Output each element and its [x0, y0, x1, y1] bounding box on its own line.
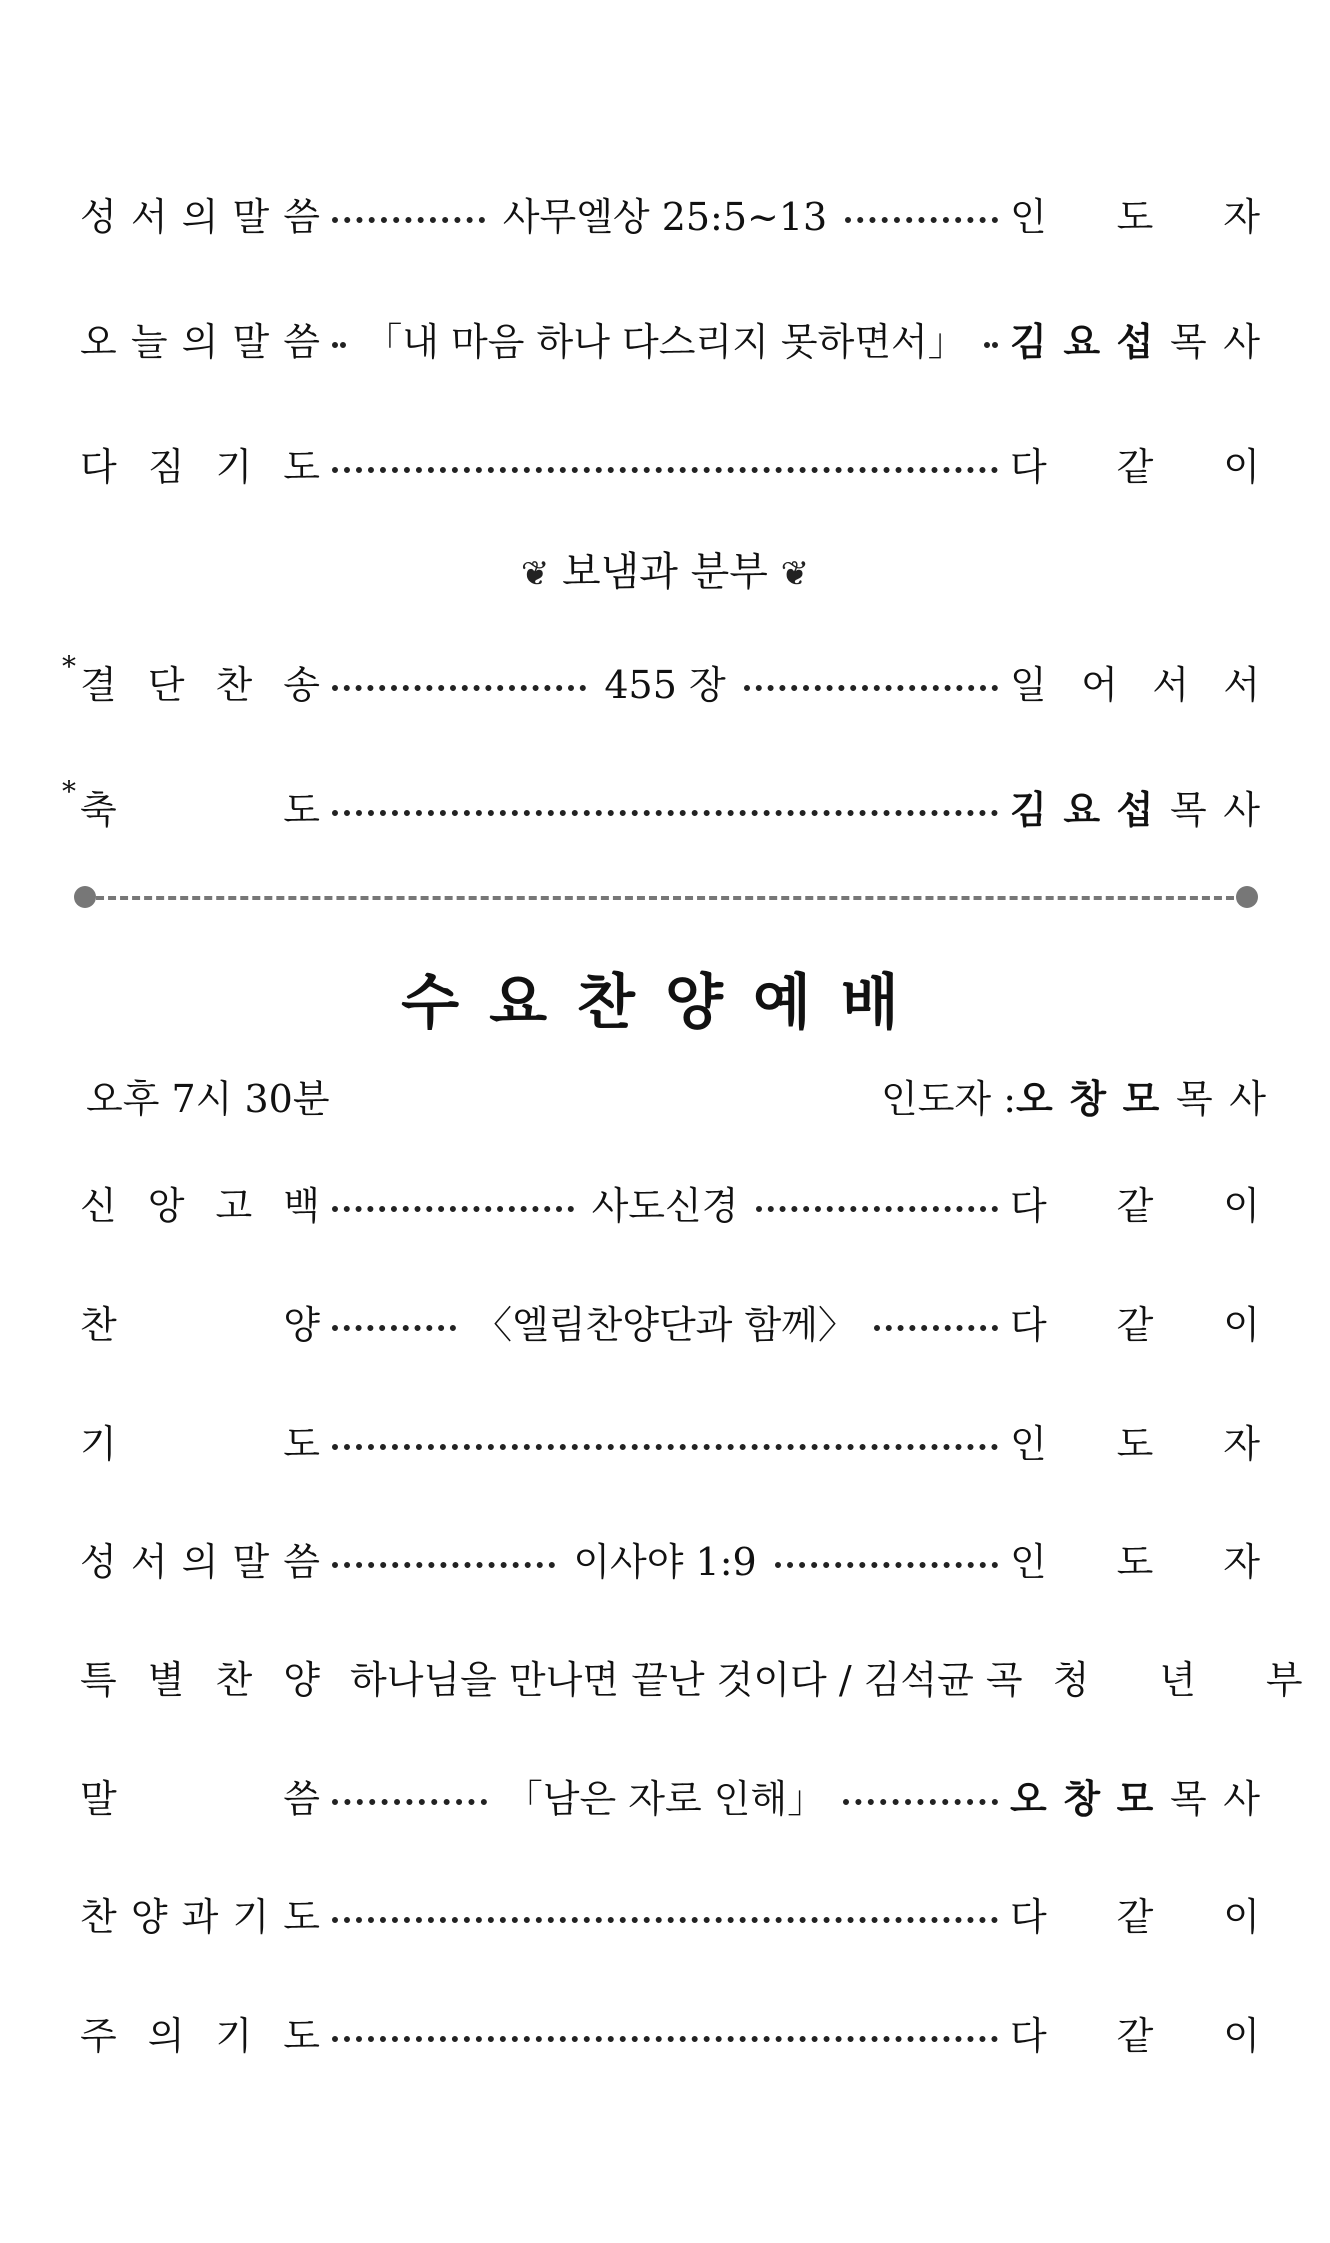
- char: 이: [1223, 444, 1260, 489]
- service-leader: [881, 1068, 1266, 1123]
- item-responsible: [1010, 1768, 1260, 1823]
- char: 찬: [215, 662, 253, 707]
- dot-leader: [332, 342, 346, 348]
- dot-leader: [332, 2036, 998, 2042]
- item-label: [80, 779, 320, 834]
- char: 의: [181, 319, 219, 364]
- char: 이: [1223, 2013, 1260, 2058]
- dot-leader: [332, 1444, 998, 1450]
- dot-leader: [332, 1562, 555, 1568]
- char: 모: [1122, 1076, 1160, 1121]
- char: 같: [1116, 1302, 1154, 1347]
- char: 서: [130, 1539, 168, 1584]
- char: 늘: [130, 319, 168, 364]
- char: 찬: [80, 1894, 117, 1939]
- dot-leader: [332, 1917, 998, 1923]
- char: 요: [1063, 319, 1101, 364]
- dot-leader: [332, 1799, 487, 1805]
- char: 오: [1010, 1776, 1047, 1821]
- char: 서: [1152, 662, 1189, 707]
- order-item: [80, 1997, 1260, 2067]
- char: 신: [80, 1183, 117, 1228]
- char: 인: [1010, 1421, 1047, 1466]
- char: 목: [1169, 1776, 1207, 1821]
- char: 다: [1010, 1302, 1047, 1347]
- item-label: [80, 1294, 320, 1349]
- char: 섭: [1116, 787, 1154, 832]
- char: 주: [80, 2013, 117, 2058]
- char: 말: [232, 319, 270, 364]
- char: 어: [1081, 662, 1118, 707]
- section-heading-text: 보냄과 분부: [562, 549, 768, 595]
- char: 도: [283, 2013, 320, 2058]
- char: 오: [1016, 1076, 1053, 1121]
- char: 다: [1010, 1894, 1047, 1939]
- char: 요: [1063, 787, 1101, 832]
- service-info-row: [86, 1060, 1266, 1130]
- char: 같: [1116, 1183, 1154, 1228]
- char: 기: [80, 1421, 117, 1466]
- char: 씀: [283, 194, 320, 239]
- char: 의: [181, 194, 219, 239]
- char: 목: [1169, 787, 1207, 832]
- item-content: 사도신경: [591, 1183, 739, 1228]
- char: 찬: [215, 1657, 253, 1702]
- order-item: [80, 1405, 1260, 1475]
- ornament-left-icon: ❦: [520, 554, 550, 594]
- dot-leader: [984, 342, 998, 348]
- char: 양: [283, 1302, 320, 1347]
- char: 기: [232, 1894, 270, 1939]
- char: 부: [1265, 1657, 1303, 1702]
- char: 사: [1223, 319, 1260, 364]
- item-responsible: [1010, 1413, 1260, 1468]
- item-label: [80, 1531, 320, 1586]
- item-label: [80, 1413, 320, 1468]
- order-item: [80, 1167, 1260, 1237]
- order-item: [80, 1878, 1260, 1948]
- item-content: 「남은 자로 인해」: [504, 1776, 826, 1821]
- dot-leader: [756, 1206, 998, 1212]
- char: 양: [130, 1894, 168, 1939]
- char: 목: [1169, 319, 1207, 364]
- item-responsible: [1010, 1886, 1260, 1941]
- item-content: 하나님을 만나면 끝난 것이다 / 김석균 곡: [350, 1657, 1023, 1702]
- char: 특: [80, 1657, 117, 1702]
- item-label: [80, 436, 320, 491]
- dot-leader: [843, 1799, 998, 1805]
- item-responsible: [1010, 436, 1260, 491]
- char: 목: [1175, 1076, 1213, 1121]
- char: 같: [1116, 444, 1154, 489]
- service-time: 오후 7시 30분: [86, 1076, 330, 1121]
- dot-leader: [775, 1562, 998, 1568]
- char: 백: [283, 1183, 320, 1228]
- char: 앙: [147, 1183, 185, 1228]
- char: 일: [1010, 662, 1047, 707]
- section-heading: [0, 540, 1330, 597]
- item-label: [80, 654, 320, 709]
- dot-leader: [874, 1325, 998, 1331]
- char: 결: [80, 662, 117, 707]
- leader-name: [1016, 1068, 1266, 1123]
- dot-leader: [332, 467, 998, 473]
- char: 도: [1116, 1421, 1154, 1466]
- char: 송: [283, 662, 320, 707]
- char: 자: [1223, 1421, 1260, 1466]
- item-responsible: [1010, 654, 1260, 709]
- char: 섭: [1116, 319, 1154, 364]
- item-label: [80, 1768, 320, 1823]
- item-content: 사무엘상 25:5~13: [502, 194, 828, 239]
- char: 다: [1010, 444, 1047, 489]
- required-stand-mark: *: [62, 775, 76, 808]
- char: 씀: [283, 1776, 320, 1821]
- required-stand-mark: *: [62, 650, 76, 683]
- char: 서: [130, 194, 168, 239]
- char: 말: [80, 1776, 117, 1821]
- item-responsible: [1053, 1649, 1303, 1704]
- char: 축: [80, 787, 117, 832]
- char: 씀: [283, 319, 320, 364]
- char: 같: [1116, 2013, 1154, 2058]
- item-label: [80, 1886, 320, 1941]
- item-content: 〈엘림찬양단과 함께〉: [474, 1302, 856, 1347]
- char: 단: [147, 662, 185, 707]
- char: 짐: [147, 444, 185, 489]
- item-responsible: [1010, 186, 1260, 241]
- order-item: [62, 646, 1261, 716]
- order-item: [62, 771, 1260, 841]
- item-label: [80, 1649, 320, 1704]
- order-item: [80, 178, 1260, 248]
- char: 양: [283, 1657, 320, 1702]
- char: 이: [1223, 1894, 1260, 1939]
- item-responsible: [1010, 1175, 1260, 1230]
- char: 의: [147, 2013, 185, 2058]
- order-item: [80, 1641, 1303, 1711]
- item-content: 이사야 1:9: [573, 1539, 757, 1584]
- char: 창: [1063, 1776, 1101, 1821]
- char: 도: [1116, 1539, 1154, 1584]
- char: 의: [181, 1539, 219, 1584]
- char: 인: [1010, 1539, 1047, 1584]
- char: 김: [1010, 787, 1047, 832]
- order-item: [80, 1523, 1260, 1593]
- char: 청: [1052, 1657, 1090, 1702]
- item-responsible: [1010, 311, 1260, 366]
- char: 도: [283, 444, 320, 489]
- char: 서: [1223, 662, 1261, 707]
- char: 성: [80, 194, 117, 239]
- char: 자: [1223, 1539, 1260, 1584]
- order-item: [80, 1760, 1260, 1830]
- char: 기: [215, 2013, 253, 2058]
- order-item: [80, 1286, 1260, 1356]
- order-item: [80, 303, 1260, 373]
- char: 도: [1116, 194, 1154, 239]
- char: 사: [1223, 1776, 1260, 1821]
- char: 다: [80, 444, 117, 489]
- char: 다: [1010, 1183, 1047, 1228]
- item-label: [80, 311, 320, 366]
- char: 과: [181, 1894, 219, 1939]
- char: 다: [1010, 2013, 1047, 2058]
- item-content: 455 장: [604, 662, 726, 707]
- item-content: 「내 마음 하나 다스리지 못하면서」: [364, 319, 966, 364]
- ornament-right-icon: ❦: [780, 554, 810, 594]
- dot-leader: [744, 685, 998, 691]
- section-divider: [84, 896, 1246, 900]
- char: 별: [147, 1657, 185, 1702]
- char: 고: [215, 1183, 253, 1228]
- dot-leader: [332, 810, 998, 816]
- char: 말: [232, 1539, 270, 1584]
- char: 사: [1229, 1076, 1266, 1121]
- item-label: [80, 186, 320, 241]
- char: 사: [1223, 787, 1260, 832]
- dot-leader: [332, 1325, 456, 1331]
- char: 성: [80, 1539, 117, 1584]
- char: 도: [283, 1421, 320, 1466]
- item-responsible: [1010, 2005, 1260, 2060]
- order-item: [80, 428, 1260, 498]
- item-label: [80, 1175, 320, 1230]
- char: 도: [283, 787, 320, 832]
- char: 자: [1223, 194, 1261, 239]
- service-title: 수요찬양예배: [401, 968, 929, 1038]
- char: 이: [1223, 1183, 1260, 1228]
- char: 오: [80, 319, 117, 364]
- item-responsible: [1010, 779, 1260, 834]
- dot-leader: [332, 217, 485, 223]
- char: 인: [1010, 194, 1047, 239]
- item-responsible: [1010, 1531, 1260, 1586]
- leader-label: 인도자 :: [880, 1076, 1016, 1121]
- char: 창: [1069, 1076, 1107, 1121]
- divider-right-dot: [1236, 886, 1258, 908]
- char: 찬: [80, 1302, 117, 1347]
- char: 기: [215, 444, 253, 489]
- char: 씀: [283, 1539, 320, 1584]
- char: 김: [1010, 319, 1047, 364]
- dot-leader: [332, 1206, 574, 1212]
- char: 모: [1116, 1776, 1154, 1821]
- char: 년: [1159, 1657, 1196, 1702]
- char: 같: [1116, 1894, 1154, 1939]
- item-responsible: [1010, 1294, 1260, 1349]
- char: 도: [283, 1894, 320, 1939]
- dot-leader: [332, 685, 586, 691]
- item-label: [80, 2005, 320, 2060]
- char: 말: [232, 194, 270, 239]
- char: 이: [1223, 1302, 1260, 1347]
- dot-leader: [845, 217, 998, 223]
